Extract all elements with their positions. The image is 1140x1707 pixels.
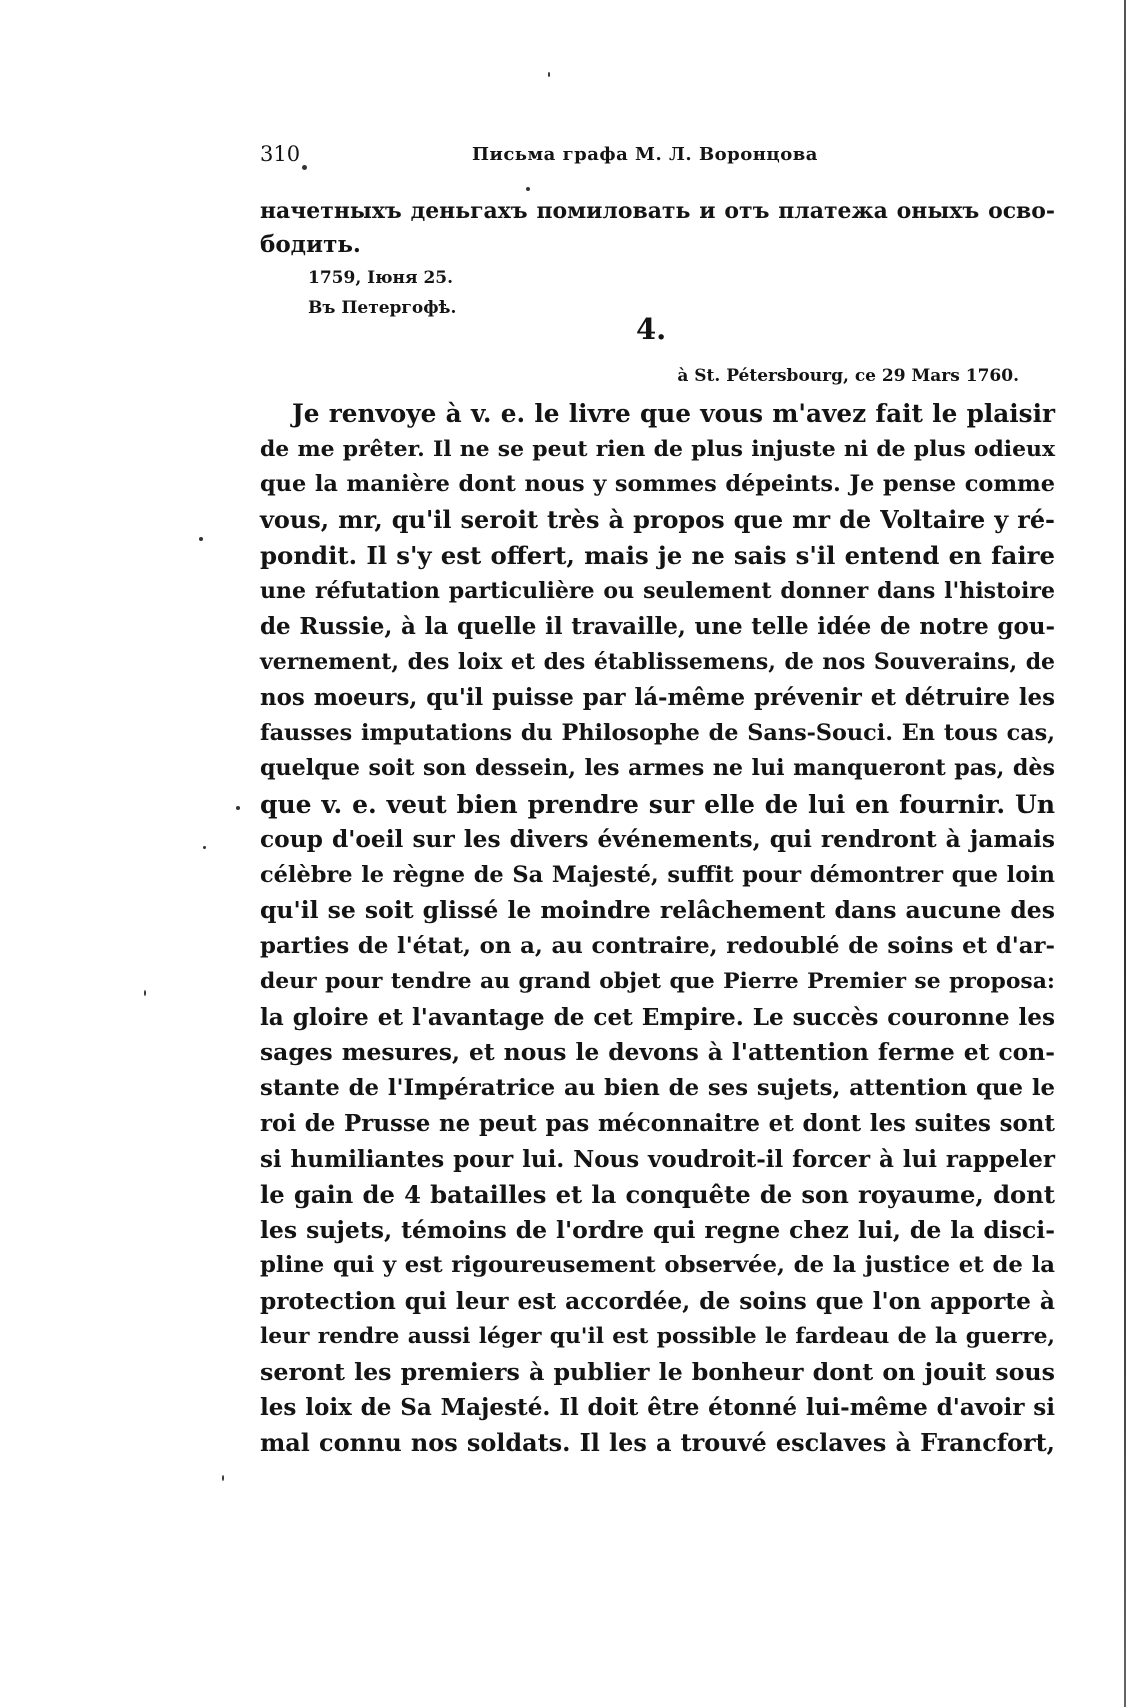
text-line: mal connu nos soldats. Il les a trouvé esclaves à Francfort, [260, 1428, 1055, 1457]
text-line: бодить. [260, 231, 361, 258]
letter-dateline: à St. Pétersbourg, ce 29 Mars 1760. [677, 366, 1019, 386]
text-line: seront les premiers à publier le bonheur dont on jouit sous [260, 1357, 1055, 1386]
running-title: Письма графа М. Л. Воронцова [472, 144, 818, 165]
text-line: la gloire et l'avantage de cet Empire. Le succès couronne les [260, 1003, 1055, 1031]
text-line: les sujets, témoins de l'ordre qui regne chez lui, de la disci- [260, 1215, 1055, 1244]
scan-speck [222, 1475, 224, 1481]
text-line: leur rendre aussi léger qu'il est possible le fardeau de la guerre, [260, 1324, 1055, 1349]
page-number: 310 [260, 142, 301, 166]
closing-place: Въ Петергофѣ. [308, 298, 457, 318]
text-line: le gain de 4 batailles et la conquête de son royaume, dont [260, 1180, 1055, 1209]
letter-number: 4. [636, 312, 667, 346]
text-line: une réfutation particulière ou seulement donner dans l'histoire [260, 577, 1055, 604]
text-line: si humiliantes pour lui. Nous voudroit-il forcer à lui rappeler [260, 1145, 1055, 1173]
letter-body [260, 396, 1055, 1461]
text-line: que v. e. veut bien prendre sur elle de lui en fournir. Un [260, 789, 1055, 819]
text-line: célèbre le règne de Sa Majesté, suffit pour démontrer que loin [260, 861, 1055, 888]
text-line: qu'il se soit glissé le moindre relâchement dans aucune des [260, 896, 1055, 924]
text-line: de Russie, à la quelle il travaille, une telle idée de notre gou- [260, 613, 1055, 640]
running-head [260, 142, 1055, 172]
text-line: Je renvoye à v. e. le livre que vous m'avez fait le plaisir [292, 399, 1055, 428]
text-line: nos moeurs, qu'il puisse par lá-même prévenir et détruire les [260, 684, 1055, 711]
text-line: pondit. Il s'y est offert, mais je ne sais s'il entend en faire [260, 541, 1055, 570]
text-line: deur pour tendre au grand objet que Pierre Premier se proposa: [260, 968, 1055, 994]
text-line: начетныхъ деньгахъ помиловать и отъ платежа оныхъ осво- [260, 198, 1055, 224]
text-line: protection qui leur est accordée, de soins que l'on apporte à [260, 1287, 1055, 1315]
scan-speck [526, 187, 530, 191]
text-line: coup d'oeil sur les divers événements, qui rendront à jamais [260, 826, 1055, 853]
text-line: que la manière dont nous y sommes dépeints. Je pense comme [260, 471, 1055, 497]
previous-letter-text [260, 194, 1055, 262]
text-line: parties de l'état, on a, au contraire, redoublé de soins et d'ar- [260, 932, 1055, 959]
text-line: roi de Prusse ne peut pas méconnaitre et dont les suites sont [260, 1110, 1055, 1137]
scan-speck [199, 537, 203, 541]
scan-speck [203, 846, 206, 849]
text-line: quelque soit son dessein, les armes ne lui manqueront pas, dès [260, 755, 1055, 781]
scan-speck [144, 990, 146, 996]
page-edge-shadow [1124, 0, 1126, 1707]
scan-speck [236, 806, 240, 810]
text-line: pline qui y est rigoureusement observée, de la justice et de la [260, 1252, 1055, 1278]
closing-date: 1759, Іюня 25. [308, 268, 454, 288]
text-line: stante de l'Impératrice au bien de ses sujets, attention que le [260, 1074, 1055, 1101]
text-line: vous, mr, qu'il seroit très à propos que mr de Voltaire y ré- [260, 505, 1055, 534]
scan-speck [548, 72, 550, 77]
text-line: vernement, des loix et des établissemens, de nos Souverains, de [260, 648, 1055, 675]
text-line: fausses imputations du Philosophe de Sans-Souci. En tous cas, [260, 719, 1055, 746]
text-line: sages mesures, et nous le devons à l'attention ferme et con- [260, 1038, 1055, 1066]
text-line: les loix de Sa Majesté. Il doit être étonné lui-même d'avoir si [260, 1394, 1055, 1421]
text-line: de me prêter. Il ne se peut rien de plus injuste ni de plus odieux [260, 435, 1055, 462]
